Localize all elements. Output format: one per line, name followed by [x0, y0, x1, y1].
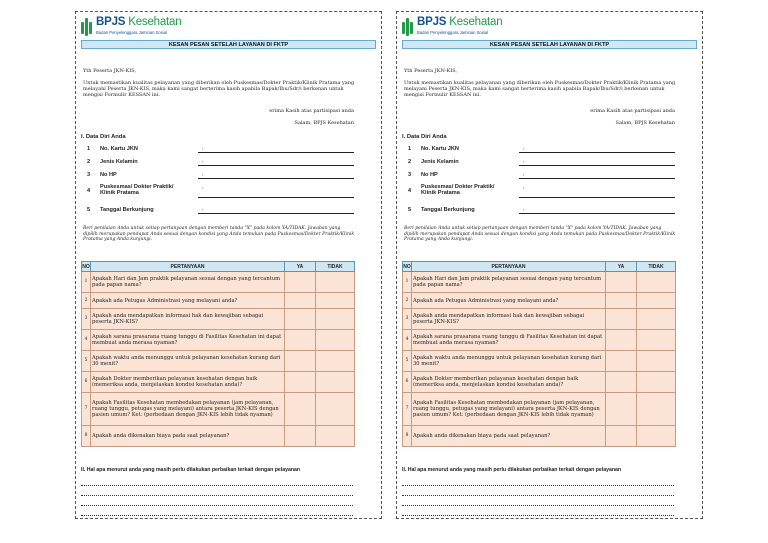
answer-no-cell[interactable]	[637, 351, 676, 372]
field-number: 4	[408, 188, 412, 194]
bpjs-logo-icon	[402, 18, 414, 36]
input-line-card-number[interactable]	[198, 152, 354, 153]
header-no: NO	[82, 263, 90, 270]
answer-line[interactable]	[81, 515, 353, 516]
answer-line[interactable]	[402, 515, 674, 516]
answer-no-cell[interactable]	[637, 272, 676, 293]
input-line-visit-date[interactable]	[519, 213, 675, 214]
input-line-facility[interactable]	[198, 197, 354, 198]
header-no-answer: TIDAK	[316, 262, 355, 272]
questions-table: NO PERTANYAAN YA TIDAK 1 Apakah Hari dan Jam praktik pelayanan sesuai dengan yang tercantum pada papan nama? 2 Apakah ada Petugas Administrasi yang melayani anda? 3 Apakah anda mendapatkan informasi hak dan kewajiban sebagai peserta JKN-KIS? 4 Apakah sarana prasarana ruang tunggu di Fasilitas Kesehatan ini dapat membuat anda merasa nyaman? 5 Apakah waktu anda menunggu untuk pelayanan kesehatan kurang dari 30 menit? 6 Apakah Dokter memberikan pelayanan kesehatan dengan baik (memeriksa anda, menjelaskan kondisi kesehatan anda)? 7 Apakah Fasilitas Kesehatan membedakan pelayanan (jam pelayanan, ruang tunggu, petugas yang melayani) antara peserta JKN-KIS dengan pasien umum? Ket: (perbedaan dengan JKN-KIS lebih tidak nyaman) 8 Apakah anda dikenakan biaya pada saat pelayanan?	[402, 261, 676, 447]
answer-yes-cell[interactable]	[606, 372, 637, 393]
header-yes: YA	[606, 262, 637, 272]
field-number: 2	[408, 159, 412, 165]
answer-no-cell[interactable]	[316, 351, 355, 372]
answer-no-cell[interactable]	[316, 309, 355, 330]
instruction-text: Beri penilaian Anda untuk setiap pertanyaan dengan memberi tanda "X" pada kolom YA/TIDAK. Jawaban yang dipilih merupakan pendapat Anda sesuai dengan kondisi yang Anda temukan pada Puskesmas/Dokter Praktik/Klinik Pratama yang Anda kunjungi.	[404, 226, 676, 242]
question-text: Apakah Dokter memberikan pelayanan kesehatan dengan baik (memeriksa anda, menjelaskan kondisi kesehatan anda)?	[91, 372, 285, 393]
answer-no-cell[interactable]	[637, 293, 676, 309]
answer-no-cell[interactable]	[316, 293, 355, 309]
greeting: Yth Peserta JKN-KIS,	[83, 68, 137, 74]
answer-yes-cell[interactable]	[285, 426, 316, 447]
question-text: Apakah anda dikenakan biaya pada saat pelayanan?	[91, 426, 285, 447]
field-number: 3	[87, 172, 91, 178]
header-no-answer: TIDAK	[637, 262, 676, 272]
salutation: Salam, BPJS Kesehatan	[294, 120, 354, 126]
section-title-personal-data: I. Data Diri Anda	[402, 134, 447, 140]
question-text: Apakah anda dikenakan biaya pada saat pelayanan?	[412, 426, 606, 447]
input-line-gender[interactable]	[198, 165, 354, 166]
answer-line[interactable]	[81, 495, 353, 496]
answer-yes-cell[interactable]	[606, 272, 637, 293]
answer-no-cell[interactable]	[316, 272, 355, 293]
question-text: Apakah anda mendapatkan informasi hak dan kewajiban sebagai peserta JKN-KIS?	[91, 309, 285, 330]
field-number: 5	[408, 207, 412, 213]
question-text: Apakah ada Petugas Administrasi yang melayani anda?	[91, 293, 285, 309]
field-label-gender: Jenis Kelamin	[421, 159, 459, 165]
field-number: 5	[87, 207, 91, 213]
section-title-improvement: II. Hal apa menurut anda yang masih perlu dilakukan perbaikan terkait dengan pelayanan	[81, 467, 301, 473]
form-title: KESAN PESAN SETELAH LAYANAN DI FKTP	[81, 40, 376, 49]
answer-yes-cell[interactable]	[285, 293, 316, 309]
answer-line[interactable]	[402, 505, 674, 506]
header-question: PERTANYAAN	[412, 262, 606, 272]
answer-line[interactable]	[402, 485, 674, 486]
answer-yes-cell[interactable]	[606, 426, 637, 447]
question-text: Apakah waktu anda menunggu untuk pelayanan kesehatan kurang dari 30 menit?	[91, 351, 285, 372]
question-text: Apakah sarana prasarana ruang tunggu di Fasilitas Kesehatan ini dapat membuat anda merasa nyaman?	[412, 330, 606, 351]
input-line-gender[interactable]	[519, 165, 675, 166]
answer-no-cell[interactable]	[316, 330, 355, 351]
bpjs-logo-icon	[81, 18, 93, 36]
field-label-visit-date: Tanggal Berkunjung	[421, 207, 475, 213]
answer-no-cell[interactable]	[316, 372, 355, 393]
header-yes: YA	[285, 262, 316, 272]
field-number: 1	[87, 146, 91, 152]
question-text: Apakah Hari dan Jam praktik pelayanan sesuai dengan yang tercantum pada papan nama?	[412, 272, 606, 293]
question-text: Apakah ada Petugas Administrasi yang melayani anda?	[412, 293, 606, 309]
field-number: 1	[408, 146, 412, 152]
answer-yes-cell[interactable]	[285, 351, 316, 372]
field-label-phone: No HP	[421, 172, 438, 178]
questions-table: NO PERTANYAAN YA TIDAK 1 Apakah Hari dan Jam praktik pelayanan sesuai dengan yang tercantum pada papan nama? 2 Apakah ada Petugas Administrasi yang melayani anda? 3 Apakah anda mendapatkan informasi hak dan kewajiban sebagai peserta JKN-KIS? 4 Apakah sarana prasarana ruang tunggu di Fasilitas Kesehatan ini dapat membuat anda merasa nyaman? 5 Apakah waktu anda menunggu untuk pelayanan kesehatan kurang dari 30 menit? 6 Apakah Dokter memberikan pelayanan kesehatan dengan baik (memeriksa anda, menjelaskan kondisi kesehatan anda)? 7 Apakah Fasilitas Kesehatan membedakan pelayanan (jam pelayanan, ruang tunggu, petugas yang melayani) antara peserta JKN-KIS dengan pasien umum? Ket: (perbedaan dengan JKN-KIS lebih tidak nyaman) 8 Apakah anda dikenakan biaya pada saat pelayanan?	[81, 261, 355, 447]
answer-yes-cell[interactable]	[285, 309, 316, 330]
field-label-phone: No HP	[100, 172, 117, 178]
field-label-visit-date: Tanggal Berkunjung	[100, 207, 154, 213]
field-label-facility: Puskesmas/ Dokter Praktik/ Klinik Pratama	[100, 184, 174, 196]
intro-text: Untuk memastikan kualitas pelayanan yang diberikan oleh Puskesmas/Dokter Praktik/Klinik Pratama yang melayani Peserta JKN-KIS, maka kami sangat berterima kasih apabila Bapak/Ibu/Sdr/i berkenan untuk mengisi Formulir KESSAN ini.	[404, 80, 676, 98]
kessan-form-right: BPJS Kesehatan Badan Penyelenggara Jaminan Sosial KESAN PESAN SETELAH LAYANAN DI FKTP Yth Peserta JKN-KIS, Untuk memastikan kualitas pelayanan yang diberikan oleh Puskesmas/Dokter Praktik/Klinik Pratama yang melayani Peserta JKN-KIS, maka kami sangat berterima kasih apabila Bapak/Ibu/Sdr/i berkenan untuk mengisi Formulir KESSAN ini. erima Kasih atas partisipasi anda Salam, BPJS Kesehatan I. Data Diri Anda 1 No. Kartu JKN : 2 Jenis Kelamin : 3 No HP : 4 Puskesmas/ Dokter Praktik/ Klinik Pratama : 5 Tanggal Berkunjung : Beri penilaian Anda untuk setiap pertanyaan dengan memberi tanda "X" pada kolom YA/TIDAK. Jawaban yang dipilih merupakan pendapat Anda sesuai dengan kondisi yang Anda temukan pada Puskesmas/Dokter Praktik/Klinik Pratama yang Anda kunjungi. NO PERTANYAAN YA TIDAK 1 Apakah Hari dan Jam praktik pelayanan sesuai dengan yang tercantum pada papan nama? 2 Apakah ada Petugas Administrasi yang melayani anda? 3 Apakah anda mendapatkan informasi hak dan kewajiban sebagai peserta JKN-KIS? 4 Apakah sarana prasarana ruang tunggu di Fasilitas Kesehatan ini dapat membuat anda merasa nyaman? 5 Apakah waktu anda menunggu untuk pelayanan kesehatan kurang dari 30 menit? 6 Apakah Dokter memberikan pelayanan kesehatan dengan baik (memeriksa anda, menjelaskan kondisi kesehatan anda)? 7 Apakah Fasilitas Kesehatan membedakan pelayanan (jam pelayanan, ruang tunggu, petugas yang melayani) antara peserta JKN-KIS dengan pasien umum? Ket: (perbedaan dengan JKN-KIS lebih tidak nyaman) 8 Apakah anda dikenakan biaya pada saat pelayanan? II. Hal apa menurut anda yang masih perlu dilakukan perbaikan terkait dengan pelayanan	[396, 11, 703, 519]
question-text: Apakah waktu anda menunggu untuk pelayanan kesehatan kurang dari 30 menit?	[412, 351, 606, 372]
question-text: Apakah sarana prasarana ruang tunggu di Fasilitas Kesehatan ini dapat membuat anda merasa nyaman?	[91, 330, 285, 351]
field-label-facility: Puskesmas/ Dokter Praktik/ Klinik Pratama	[421, 184, 495, 196]
input-line-facility[interactable]	[519, 197, 675, 198]
input-line-phone[interactable]	[519, 178, 675, 179]
answer-no-cell[interactable]	[316, 426, 355, 447]
answer-no-cell[interactable]	[316, 393, 355, 426]
field-number: 4	[87, 188, 91, 194]
question-text: Apakah Fasilitas Kesehatan membedakan pelayanan (jam pelayanan, ruang tunggu, petugas yang melayani) antara peserta JKN-KIS dengan pasien umum? Ket: (perbedaan dengan JKN-KIS lebih tidak nyaman)	[91, 393, 285, 426]
header-no: NO	[403, 263, 411, 270]
answer-yes-cell[interactable]	[606, 351, 637, 372]
thanks-text: erima Kasih atas partisipasi anda	[269, 108, 354, 114]
field-label-gender: Jenis Kelamin	[100, 159, 138, 165]
question-text: Apakah Fasilitas Kesehatan membedakan pelayanan (jam pelayanan, ruang tunggu, petugas yang melayani) antara peserta JKN-KIS dengan pasien umum? Ket: (perbedaan dengan JKN-KIS lebih tidak nyaman)	[412, 393, 606, 426]
answer-no-cell[interactable]	[637, 393, 676, 426]
field-label-card-number: No. Kartu JKN	[100, 146, 138, 152]
answer-line[interactable]	[81, 505, 353, 506]
answer-line[interactable]	[402, 495, 674, 496]
thanks-text: erima Kasih atas partisipasi anda	[590, 108, 675, 114]
answer-no-cell[interactable]	[637, 330, 676, 351]
input-line-phone[interactable]	[198, 178, 354, 179]
kessan-form-left: BPJS Kesehatan Badan Penyelenggara Jaminan Sosial KESAN PESAN SETELAH LAYANAN DI FKTP Yth Peserta JKN-KIS, Untuk memastikan kualitas pelayanan yang diberikan oleh Puskesmas/Dokter Praktik/Klinik Pratama yang melayani Peserta JKN-KIS, maka kami sangat berterima kasih apabila Bapak/Ibu/Sdr/i berkenan untuk mengisi Formulir KESSAN ini. erima Kasih atas partisipasi anda Salam, BPJS Kesehatan I. Data Diri Anda 1 No. Kartu JKN : 2 Jenis Kelamin : 3 No HP : 4 Puskesmas/ Dokter Praktik/ Klinik Pratama : 5 Tanggal Berkunjung : Beri penilaian Anda untuk setiap pertanyaan dengan memberi tanda "X" pada kolom YA/TIDAK. Jawaban yang dipilih merupakan pendapat Anda sesuai dengan kondisi yang Anda temukan pada Puskesmas/Dokter Praktik/Klinik Pratama yang Anda kunjungi. NO PERTANYAAN YA TIDAK 1 Apakah Hari dan Jam praktik pelayanan sesuai dengan yang tercantum pada papan nama? 2 Apakah ada Petugas Administrasi yang melayani anda? 3 Apakah anda mendapatkan informasi hak dan kewajiban sebagai peserta JKN-KIS? 4 Apakah sarana prasarana ruang tunggu di Fasilitas Kesehatan ini dapat membuat anda merasa nyaman? 5 Apakah waktu anda menunggu untuk pelayanan kesehatan kurang dari 30 menit? 6 Apakah Dokter memberikan pelayanan kesehatan dengan baik (memeriksa anda, menjelaskan kondisi kesehatan anda)? 7 Apakah Fasilitas Kesehatan membedakan pelayanan (jam pelayanan, ruang tunggu, petugas yang melayani) antara peserta JKN-KIS dengan pasien umum? Ket: (perbedaan dengan JKN-KIS lebih tidak nyaman) 8 Apakah anda dikenakan biaya pada saat pelayanan? II. Hal apa menurut anda yang masih perlu dilakukan perbaikan terkait dengan pelayanan	[75, 11, 382, 519]
answer-yes-cell[interactable]	[285, 393, 316, 426]
answer-yes-cell[interactable]	[606, 293, 637, 309]
answer-line[interactable]	[81, 485, 353, 486]
field-label-card-number: No. Kartu JKN	[421, 146, 459, 152]
salutation: Salam, BPJS Kesehatan	[615, 120, 675, 126]
answer-no-cell[interactable]	[637, 426, 676, 447]
intro-text: Untuk memastikan kualitas pelayanan yang diberikan oleh Puskesmas/Dokter Praktik/Klinik Pratama yang melayani Peserta JKN-KIS, maka kami sangat berterima kasih apabila Bapak/Ibu/Sdr/i berkenan untuk mengisi Formulir KESSAN ini.	[83, 80, 355, 98]
answer-yes-cell[interactable]	[606, 393, 637, 426]
answer-yes-cell[interactable]	[606, 309, 637, 330]
instruction-text: Beri penilaian Anda untuk setiap pertanyaan dengan memberi tanda "X" pada kolom YA/TIDAK. Jawaban yang dipilih merupakan pendapat Anda sesuai dengan kondisi yang Anda temukan pada Puskesmas/Dokter Praktik/Klinik Pratama yang Anda kunjungi.	[83, 226, 355, 242]
question-text: Apakah Dokter memberikan pelayanan kesehatan dengan baik (memeriksa anda, menjelaskan kondisi kesehatan anda)?	[412, 372, 606, 393]
header-question: PERTANYAAN	[91, 262, 285, 272]
greeting: Yth Peserta JKN-KIS,	[404, 68, 458, 74]
answer-yes-cell[interactable]	[606, 330, 637, 351]
answer-no-cell[interactable]	[637, 372, 676, 393]
answer-yes-cell[interactable]	[285, 330, 316, 351]
answer-yes-cell[interactable]	[285, 272, 316, 293]
answer-yes-cell[interactable]	[285, 372, 316, 393]
answer-no-cell[interactable]	[637, 309, 676, 330]
section-title-personal-data: I. Data Diri Anda	[81, 134, 126, 140]
section-title-improvement: II. Hal apa menurut anda yang masih perlu dilakukan perbaikan terkait dengan pelayanan	[402, 467, 622, 473]
input-line-visit-date[interactable]	[198, 213, 354, 214]
field-number: 2	[87, 159, 91, 165]
question-text: Apakah Hari dan Jam praktik pelayanan sesuai dengan yang tercantum pada papan nama?	[91, 272, 285, 293]
form-title: KESAN PESAN SETELAH LAYANAN DI FKTP	[402, 40, 697, 49]
input-line-card-number[interactable]	[519, 152, 675, 153]
field-number: 3	[408, 172, 412, 178]
question-text: Apakah anda mendapatkan informasi hak dan kewajiban sebagai peserta JKN-KIS?	[412, 309, 606, 330]
